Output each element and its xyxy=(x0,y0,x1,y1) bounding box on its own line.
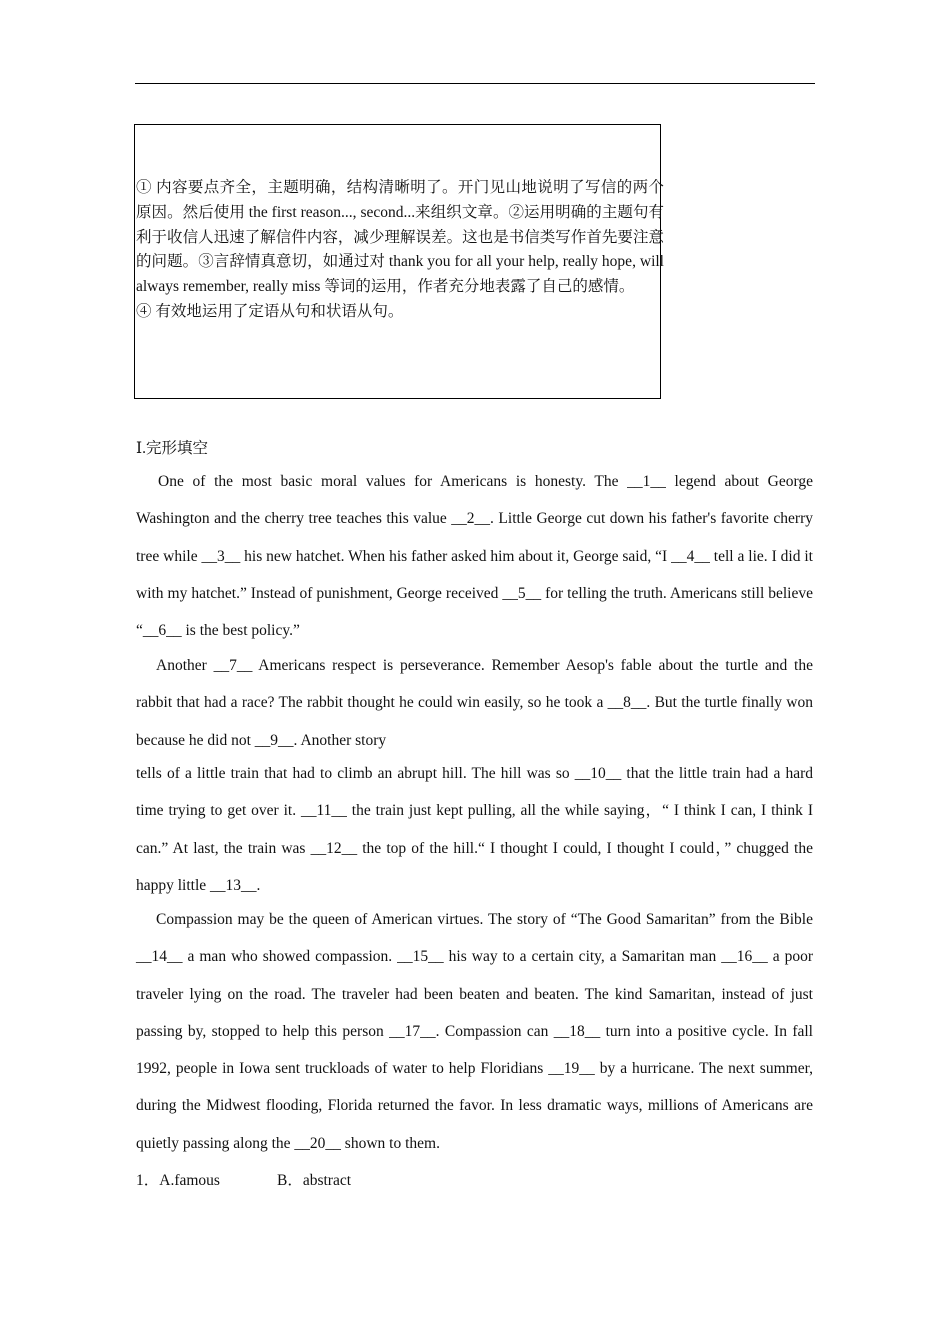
passage-paragraph-4: Compassion may be the queen of American virtues. The story of “The Good Samaritan” from the Bible __14__ a man who showed compassion. __15__ his way to a certain city, a Samaritan man __16__ a poor traveler lying on the road. The traveler had been beaten and beaten. The kind Samaritan, instead of just passing by, stopped to help this person __17__. Compassion can __18__ turn into a positive cycle. In fall 1992, people in Iowa sent truckloads of water to help Floridians __19__ by a hurricane. The next summer, during the Midwest flooding, Florida returned the favor. In less dramatic ways, millions of Americans are quietly passing along the __20__ shown to them. xyxy=(136,911,813,1152)
passage-paragraph-1: One of the most basic moral values for Americans is honesty. The __1__ legend about George Washington and the cherry tree teaches this value __2__. Little George cut down his father's favorite cherry tree while __3__ his new hatchet. When his father asked him about it, George said, “I __4__ tell a lie. I did it with my hatchet.” Instead of punishment, George received __5__ for telling the truth. Americans still believe “__6__ is the best policy.” xyxy=(136,473,813,640)
passage-paragraph-2: Another __7__ Americans respect is perseverance. Remember Aesop's fable about the turtle and the rabbit that had a race? The rabbit thought he could win easily, so he took a __8__. But the turtle finally won because he did not __9__. Another story xyxy=(136,657,813,749)
commentary-box xyxy=(134,124,664,399)
question-1-options xyxy=(136,1168,352,1190)
section-title: Ⅰ.完形填空 xyxy=(136,440,208,457)
commentary-paragraph-2: ④ 有效地运用了定语从句和状语从句。 xyxy=(136,302,404,320)
option-b: B．abstract xyxy=(277,1172,352,1189)
commentary-text xyxy=(136,176,664,325)
option-a: 1．A.famous xyxy=(136,1172,220,1189)
passage-paragraph-3: tells of a little train that had to climb an abrupt hill. The hill was so __10__ that the little train had a hard time trying to get over it. __11__ the train just kept pulling, all the while saying，“ I think I can, I think I can.” At last, the train was __12__ the top of the hill.“ I thought I could, I thought I could，” chugged the happy little __13__. xyxy=(136,765,813,894)
commentary-paragraph-1: ① 内容要点齐全，主题明确，结构清晰明了。开门见山地说明了写信的两个原因。然后使用 the first reason..., second...来组织文章。②运用明确的主题句有利于收信人迅速了解信件内容，减少理解误差。这也是书信类写作首先要注意的问题。③言辞情真意切，如通过对 thank you for all your help, really hope, will always remember, really miss 等词的运用，作者充分地表露了自己的感情。 xyxy=(136,179,664,296)
header-rule xyxy=(135,83,815,84)
